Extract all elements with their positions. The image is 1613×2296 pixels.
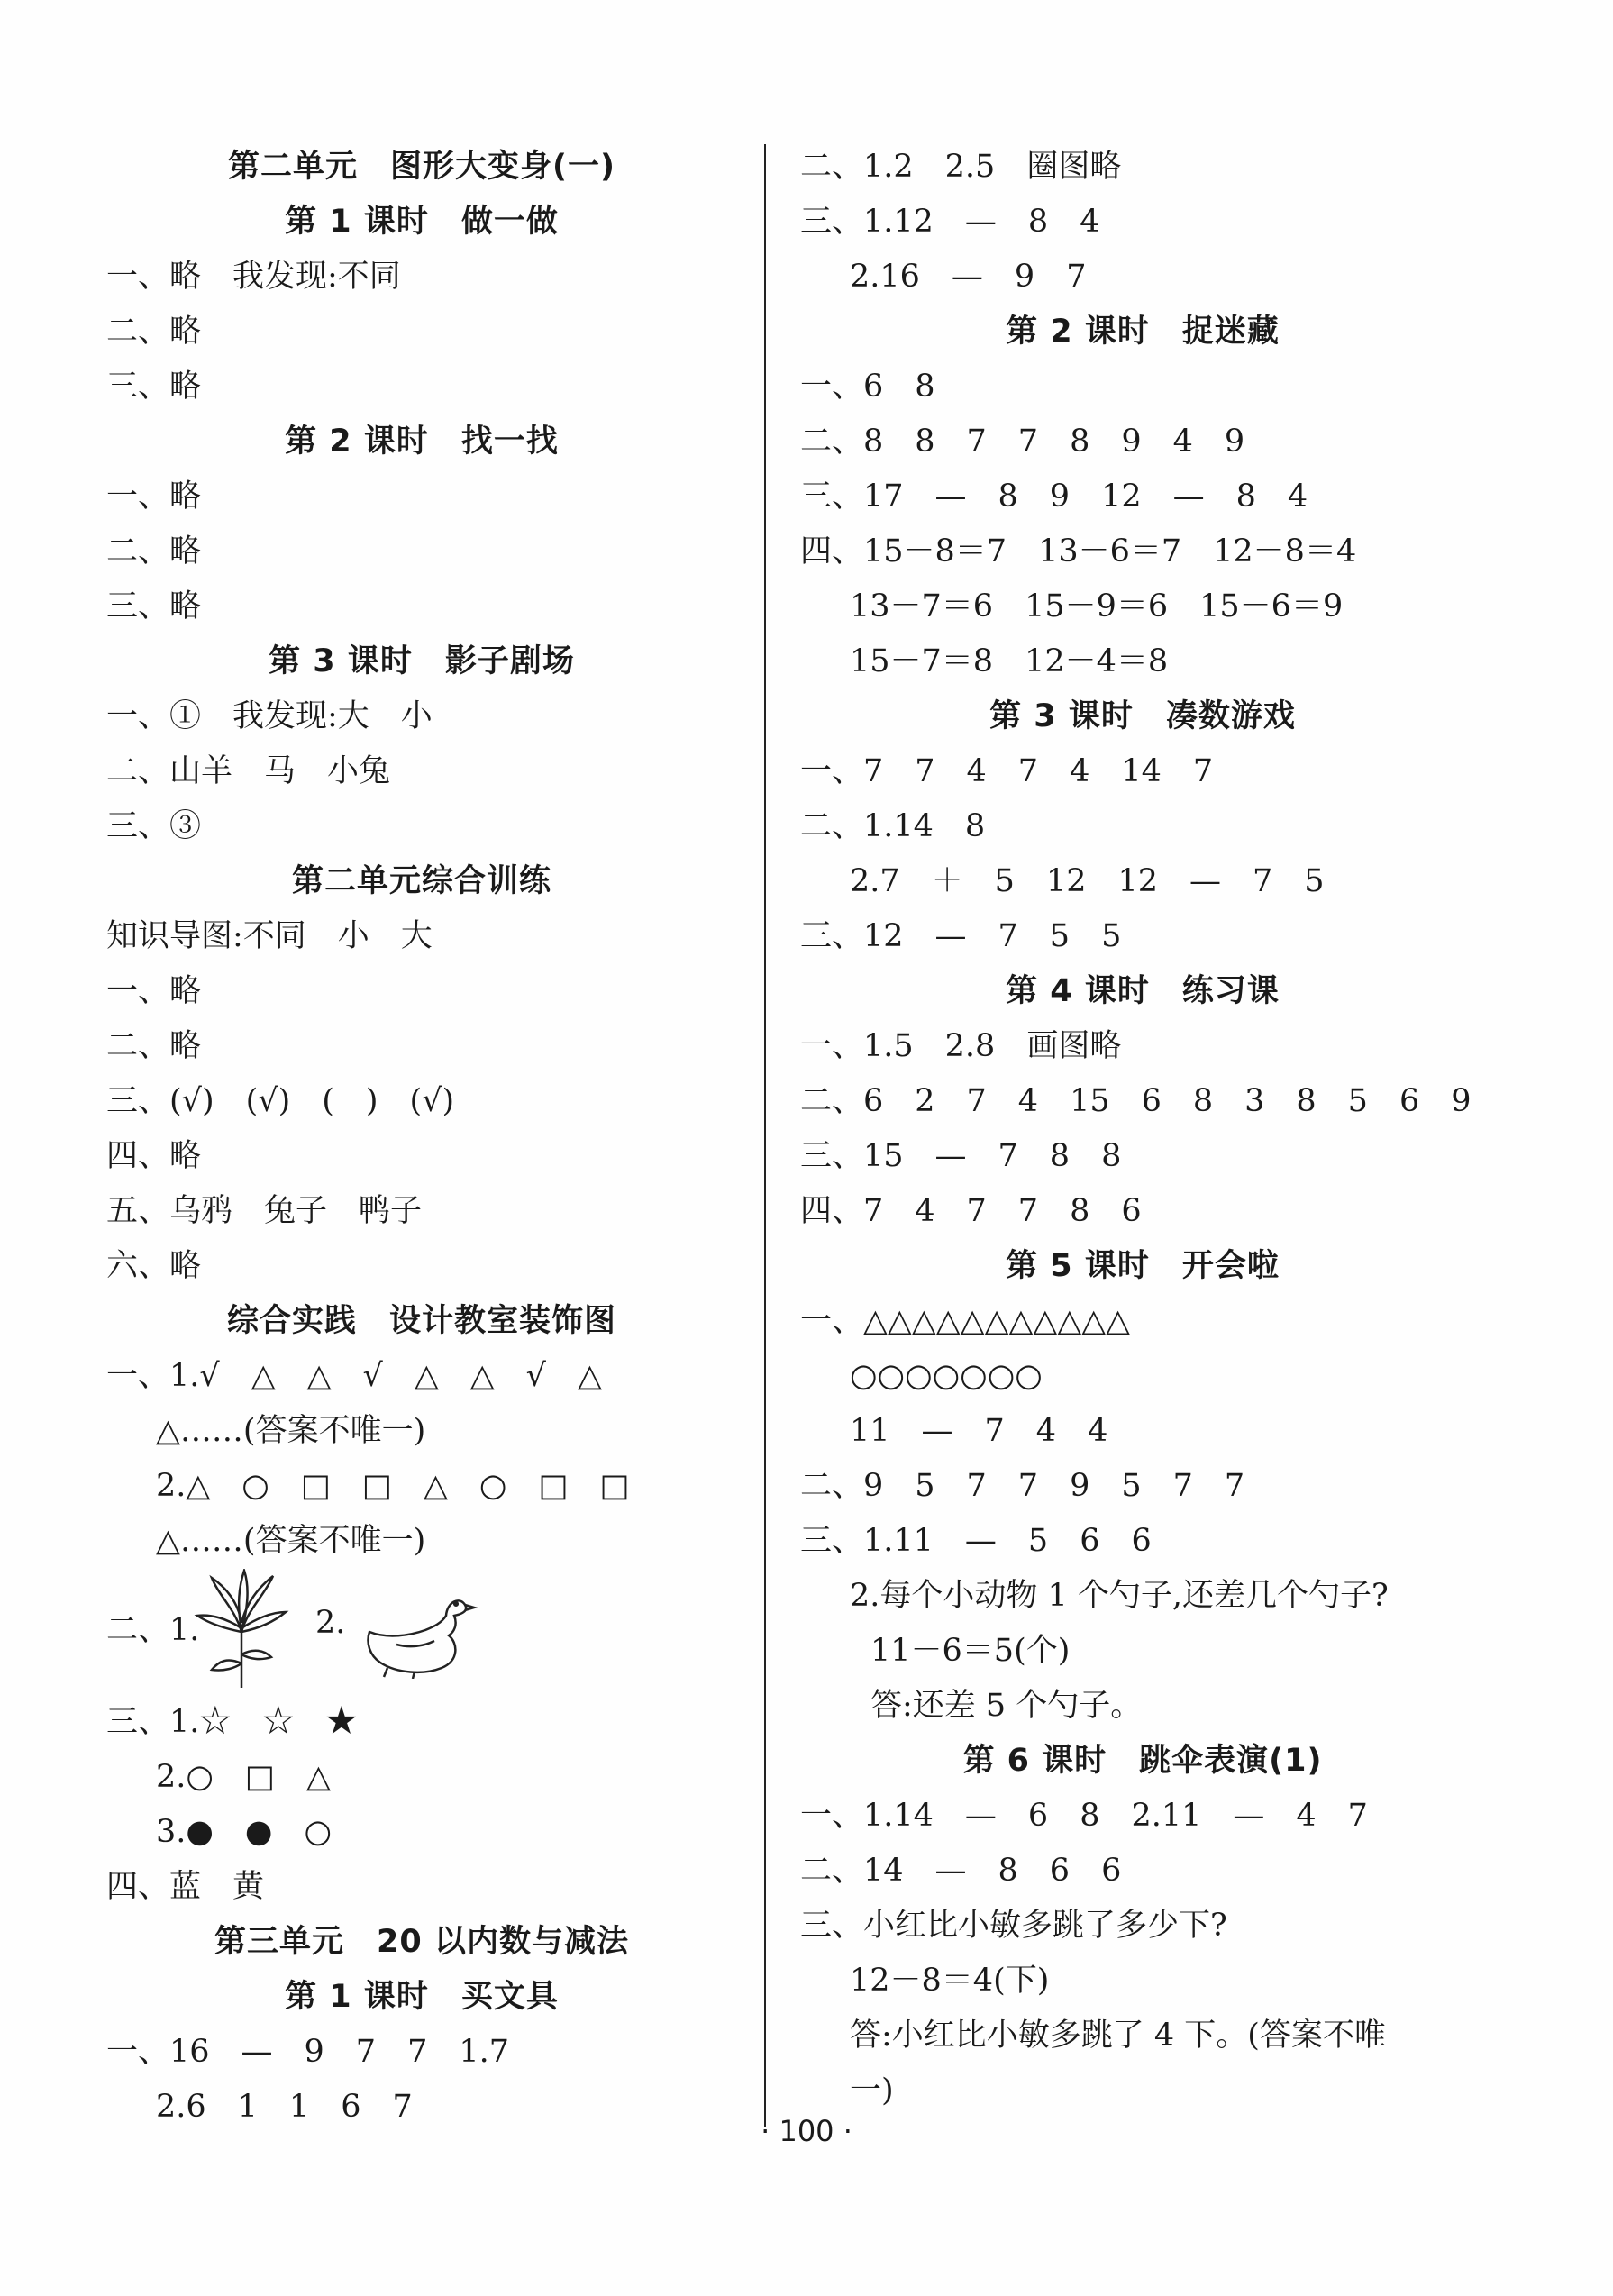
section-heading: 第 1 课时 做一做 — [285, 204, 559, 240]
answer-line: 一、16 — 9 7 7 1.7 — [106, 2034, 510, 2070]
answer-line: 三、1.☆ ☆ ★ — [106, 1704, 358, 1740]
section-heading: 第三单元 20 以内数与减法 — [214, 1924, 629, 1960]
section-heading: 第二单元综合训练 — [291, 863, 551, 899]
section-heading: 第 3 课时 凑数游戏 — [989, 698, 1296, 734]
answer-line: 二、9 5 7 7 9 5 7 7 — [800, 1468, 1245, 1504]
section-heading: 第 4 课时 练习课 — [1006, 973, 1280, 1009]
answer-line: 二、14 — 8 6 6 — [800, 1853, 1122, 1889]
answer-line: 二、略 — [106, 533, 202, 569]
answer-line: 六、略 — [106, 1248, 202, 1284]
answer-line: 二、山羊 马 小兔 — [106, 753, 391, 789]
section-heading: 第 2 课时 找一找 — [285, 424, 559, 460]
answer-line: 13－7＝6 15－9＝6 15－6＝9 — [850, 588, 1344, 624]
answer-line: 11－6＝5(个) — [870, 1633, 1071, 1669]
answer-line: 一、略 — [106, 973, 202, 1009]
answer-line: 知识导图:不同 小 大 — [106, 918, 433, 954]
answer-line: 三、略 — [106, 369, 202, 405]
answer-line: 二、8 8 7 7 8 9 4 9 — [800, 424, 1245, 460]
question-label: 二、1. — [106, 1612, 200, 1648]
answer-line: 四、7 4 7 7 8 6 — [800, 1193, 1142, 1229]
question-label: 2. — [315, 1605, 346, 1641]
answer-line: 一) — [850, 2073, 894, 2109]
answer-line: 一、① 我发现:大 小 — [106, 698, 433, 734]
answer-line: 2.○ □ △ — [156, 1759, 331, 1795]
right-column — [800, 140, 1485, 2118]
section-heading: 第 6 课时 跳伞表演(1) — [962, 1743, 1323, 1779]
section-heading: 综合实践 设计教室装饰图 — [226, 1303, 616, 1339]
answer-line: 二、1.14 8 — [800, 808, 986, 844]
answer-line: 一、1.√ △ △ √ △ △ √ △ — [106, 1358, 602, 1394]
answer-line: 三、略 — [106, 588, 202, 624]
answer-line: 二、略 — [106, 314, 202, 350]
answer-line: 2.7 ＋ 5 12 12 — 7 5 — [850, 863, 1325, 899]
lily-flower-image — [192, 1569, 291, 1694]
answer-line: 三、③ — [106, 808, 202, 844]
section-heading: 第 5 课时 开会啦 — [1006, 1248, 1280, 1284]
answer-line: 三、17 — 8 9 12 — 8 4 — [800, 478, 1308, 515]
section-heading: 第 2 课时 捉迷藏 — [1006, 314, 1280, 350]
answer-line: 15－7＝8 12－4＝8 — [850, 643, 1169, 679]
answer-line: 2.每个小动物 1 个勺子,还差几个勺子? — [850, 1578, 1389, 1614]
answer-line: 四、略 — [106, 1138, 202, 1174]
answer-line: 三、12 — 7 5 5 — [800, 918, 1122, 954]
answer-line: 11 — 7 4 4 — [850, 1413, 1108, 1449]
section-heading: 第二单元 图形大变身(一) — [228, 149, 615, 185]
answer-line: 三、小红比小敏多跳了多少下? — [800, 1908, 1227, 1944]
answer-line: 四、蓝 黄 — [106, 1869, 265, 1905]
answer-line: 四、15－8＝7 13－6＝7 12－8＝4 — [800, 533, 1357, 569]
answer-line: 二、6 2 7 4 15 6 8 3 8 5 6 9 — [800, 1083, 1472, 1119]
answer-line: 二、略 — [106, 1028, 202, 1064]
answer-line: 五、乌鸦 兔子 鸭子 — [106, 1193, 423, 1229]
answer-line: ○○○○○○○ — [850, 1358, 1043, 1394]
answer-line: 答:还差 5 个勺子。 — [870, 1688, 1143, 1724]
answer-line: 一、略 我发现:不同 — [106, 259, 401, 295]
answer-line: 一、△△△△△△△△△△△ — [800, 1303, 1131, 1339]
answer-line: 12－8＝4(下) — [850, 1963, 1050, 1999]
answer-line: 2.6 1 1 6 7 — [156, 2089, 413, 2125]
picture-answer-row — [106, 1569, 737, 1695]
answer-line: 一、7 7 4 7 4 14 7 — [800, 753, 1214, 789]
lily-flower-drawing — [192, 1569, 291, 1690]
answer-line: 一、1.14 — 6 8 2.11 — 4 7 — [800, 1798, 1368, 1834]
answer-line: 2.△ ○ □ □ △ ○ □ □ — [156, 1468, 630, 1504]
section-heading: 第 3 课时 影子剧场 — [269, 643, 575, 679]
answer-line: 一、略 — [106, 478, 202, 515]
answer-line: 三、(√) (√) ( ) (√) — [106, 1083, 455, 1119]
answer-line: △……(答案不唯一) — [156, 1523, 426, 1559]
page-number: · 100 · — [761, 2114, 852, 2148]
answer-line: △……(答案不唯一) — [156, 1413, 426, 1449]
left-column — [106, 140, 737, 2135]
duck-drawing — [360, 1580, 478, 1679]
duck-image — [360, 1580, 478, 1682]
answer-line: 2.16 — 9 7 — [850, 259, 1087, 295]
answer-line: 3.● ● ○ — [156, 1814, 333, 1850]
answer-line: 三、15 — 7 8 8 — [800, 1138, 1122, 1174]
answer-line: 二、1.2 2.5 圈图略 — [800, 149, 1122, 185]
answer-line: 一、6 8 — [800, 369, 935, 405]
column-divider — [764, 144, 766, 2127]
answer-line: 一、1.5 2.8 画图略 — [800, 1028, 1122, 1064]
answer-line: 三、1.11 — 5 6 6 — [800, 1523, 1152, 1559]
answer-line: 三、1.12 — 8 4 — [800, 204, 1100, 240]
answer-line: 答:小红比小敏多跳了 4 下。(答案不唯 — [850, 2018, 1386, 2054]
section-heading: 第 1 课时 买文具 — [285, 1979, 559, 2015]
